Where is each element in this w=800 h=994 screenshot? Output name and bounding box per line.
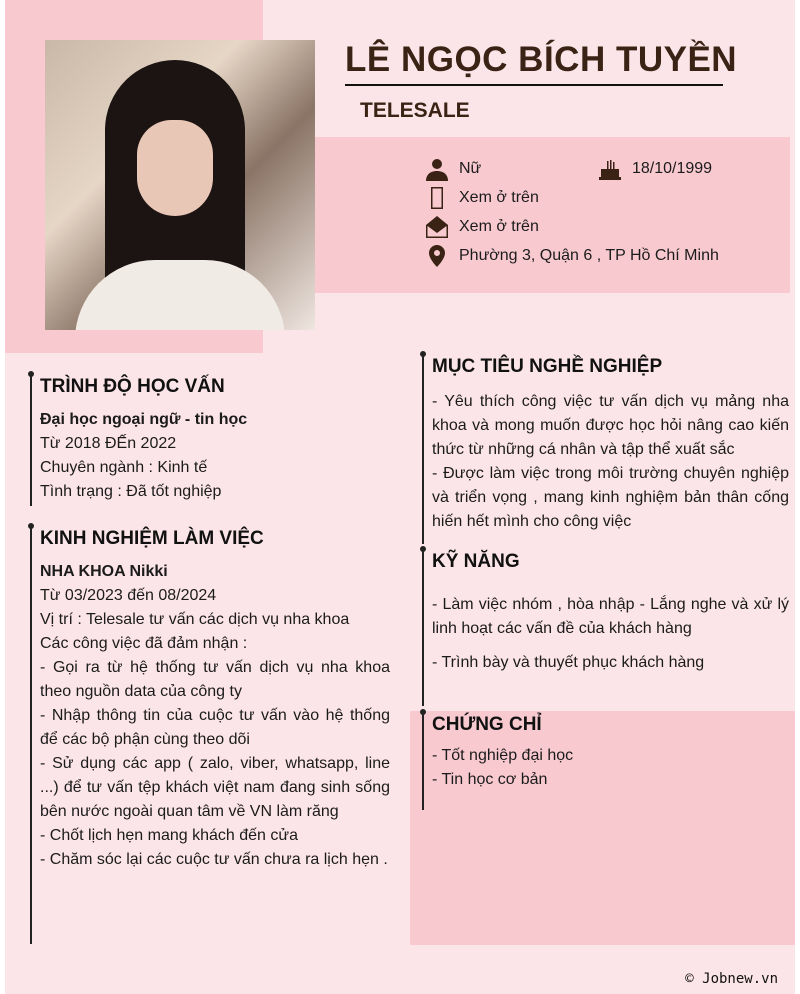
address-value: Phường 3, Quận 6 , TP Hồ Chí Minh (459, 247, 719, 264)
candidate-name: LÊ NGỌC BÍCH TUYỀN (345, 40, 723, 86)
exp-line: - Gọi ra từ hệ thống tư vấn dịch vụ nha khoa theo nguồn data của công ty (40, 659, 390, 700)
copyright: © Jobnew.vn (685, 971, 778, 987)
email-icon (425, 215, 449, 239)
exp-line: - Chốt lịch hẹn mang khách đến cửa (40, 827, 298, 844)
section-title: TRÌNH ĐỘ HỌC VẤN (40, 376, 225, 397)
exp-line: - Sử dụng các app ( zalo, viber, whatsapp, line ...) để tư vấn tệp khách việt nam đang sinh sống bên nước ngoài quan tâm về VN làm răng (40, 755, 390, 820)
edu-line: Từ 2018 ĐẾn 2022 (40, 435, 177, 452)
exp-line: Các công việc đã đảm nhận : (40, 635, 248, 652)
gender-row (425, 157, 481, 181)
section-title: KINH NGHIỆM LÀM VIỆC (40, 528, 264, 549)
contact-panel (315, 137, 790, 293)
section-title: KỸ NĂNG (432, 551, 520, 572)
birthday-row (598, 157, 712, 181)
company-name: NHA KHOA Nikki (40, 563, 168, 580)
certificates-section (422, 712, 789, 810)
certificate-line: - Tin học cơ bản (432, 771, 548, 788)
edu-line: Chuyên ngành : Kinh tế (40, 459, 208, 476)
address-row (425, 244, 719, 268)
skill-line: - Trình bày và thuyết phục khách hàng (432, 654, 705, 671)
school-name: Đại học ngoại ngữ - tin học (40, 411, 248, 428)
exp-line: Vị trí : Telesale tư vấn các dịch vụ nha khoa (40, 611, 350, 628)
certificate-line: - Tốt nghiệp đại học (432, 747, 574, 764)
email-row (425, 215, 539, 239)
phone-icon (425, 186, 449, 210)
email-value: Xem ở trên (459, 218, 539, 235)
profile-photo (45, 40, 315, 330)
section-title: MỤC TIÊU NGHỀ NGHIỆP (432, 356, 663, 377)
objective-line: - Được làm việc trong môi trường chuyên nghiệp và triển vọng , mang kinh nghiệm bản thân cống hiến hết mình cho công việc (432, 465, 789, 530)
exp-line: - Chăm sóc lại các cuộc tư vấn chưa ra lịch hẹn . (40, 851, 388, 868)
edu-line: Tình trạng : Đã tốt nghiệp (40, 483, 222, 500)
phone-row (425, 186, 539, 210)
exp-line: Từ 03/2023 đến 08/2024 (40, 587, 217, 604)
objective-section (422, 354, 789, 544)
section-title: CHỨNG CHỈ (432, 714, 542, 735)
objective-line: - Yêu thích công việc tư vấn dịch vụ mảng nha khoa và mong muốn được học hỏi nâng cao kiến thức từ những cá nhân và tập thể xuất sắc (432, 393, 789, 458)
phone-value: Xem ở trên (459, 189, 539, 206)
exp-line: - Nhập thông tin của cuộc tư vấn vào hệ thống để các bộ phận cùng theo dõi (40, 707, 390, 748)
education-section (30, 374, 390, 506)
birthday-cake-icon (598, 157, 622, 181)
skills-section (422, 549, 789, 706)
experience-section (30, 526, 390, 944)
person-icon (425, 157, 449, 181)
skill-line: - Làm việc nhóm , hòa nhập - Lắng nghe và xử lý linh hoạt các vấn đề của khách hàng (432, 596, 789, 637)
candidate-role: TELESALE (360, 99, 470, 122)
birthday-value: 18/10/1999 (632, 160, 713, 177)
gender-value: Nữ (459, 160, 482, 177)
location-pin-icon (425, 244, 449, 268)
